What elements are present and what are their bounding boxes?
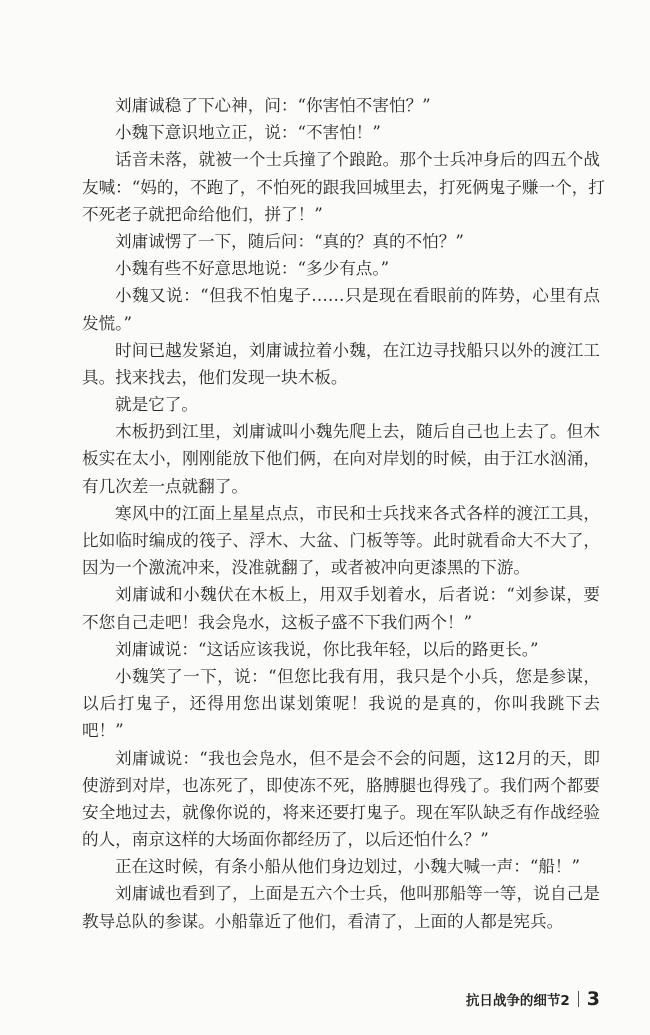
paragraph: [82, 500, 600, 582]
paragraph: [82, 119, 600, 146]
text-line: 小魏下意识地立正，说：“不害怕！”: [115, 123, 381, 143]
paragraph: [82, 146, 605, 228]
text-line: 比如临时编成的筏子、浮木、大盆、门板等等。此时就看命大不大了，: [82, 531, 600, 550]
text-line: 友喊：“妈的，不跑了，不怕死的跟我回城里去，打死俩鬼子赚一个，打: [82, 177, 605, 197]
text-line: 吧！”: [82, 721, 124, 741]
paragraph: [82, 418, 600, 500]
text-line: 就是它了。: [115, 395, 198, 415]
text-line: 教导总队的参谋。小船靠近了他们，看清了，上面的人都是宪兵。: [82, 911, 564, 931]
paragraph: [82, 663, 600, 745]
running-title: 抗日战争的细节2: [465, 993, 570, 1009]
paragraph: [82, 282, 600, 336]
paragraph: [82, 228, 600, 255]
paragraph: [82, 880, 600, 934]
text-line: 以后打鬼子，还得用您出谋划策呢！我说的是真的，你叫我跳下去: [82, 694, 600, 714]
text-line: 小魏笑了一下，说：“但您比我有用，我只是个小兵，您是参谋，: [115, 666, 600, 686]
paragraph: [82, 92, 600, 119]
text-line: 刘庸诚说：“我也会凫水，但不是会不会的问题，这12月的天，即: [115, 748, 600, 768]
text-line: 刘庸诚也看到了，上面是五六个士兵，他叫那船等一等，说自己是: [115, 884, 600, 904]
paragraph: [82, 337, 600, 391]
paragraph: [82, 636, 600, 663]
text-line: 不您自己走吧！我会凫水，这板子盛不下我们两个！”: [82, 612, 473, 632]
page-number: 3: [586, 988, 600, 1010]
text-line: 因为一个激流冲来，没准就翻了，或者被冲向更漆黑的下游。: [82, 558, 531, 578]
page-footer: [466, 988, 600, 1010]
text-line: 刘庸诚说：“这话应该我说，你比我年轻，以后的路更长。”: [115, 639, 539, 659]
paragraph: [82, 581, 600, 635]
text-line: 话音未落，就被一个士兵撞了个踉跄。那个士兵冲身后的四五个战: [115, 150, 600, 170]
paragraph: [82, 391, 600, 418]
text-line: 小魏有些不好意思地说：“多少有点。”: [115, 259, 390, 279]
text-line: 刘庸诚稳了下心神，问：“你害怕不害怕？”: [115, 96, 431, 115]
paragraph: [82, 745, 600, 854]
text-line: 具。找来找去，他们发现一块木板。: [82, 367, 348, 387]
text-line: 刘庸诚和小魏伏在木板上，用双手划着水，后者说：“刘参谋，要: [115, 585, 600, 605]
text-line: 木板扔到江里，刘庸诚叫小魏先爬上去，随后自己也上去了。但木: [115, 422, 600, 442]
paragraph: [82, 853, 600, 880]
body-text: [82, 92, 605, 935]
text-line: 板实在太小，刚刚能放下他们俩，在向对岸划的时候，由于江水汹涌，: [82, 449, 600, 469]
text-line: 的人，南京这样的大场面你都经历了，以后还怕什么？”: [82, 830, 489, 850]
text-line: 安全地过去，就像你说的，将来还要打鬼子。现在军队缺乏有作战经验: [82, 802, 600, 822]
paragraph: [82, 255, 600, 282]
text-line: 使游到对岸，也冻死了，即使冻不死，胳膊腿也得残了。我们两个都要: [82, 775, 600, 795]
footer-divider: [578, 991, 579, 1007]
text-line: 有几次差一点就翻了。: [82, 476, 248, 496]
text-line: 不死老子就把命给他们，拼了！”: [82, 204, 323, 224]
text-line: 发慌。”: [82, 313, 132, 333]
text-line: 正在这时候，有条小船从他们身边划过，小魏大喊一声：“船！”: [115, 857, 580, 877]
text-line: 刘庸诚愣了一下，随后问：“真的？真的不怕？”: [115, 231, 464, 251]
text-line: 寒风中的江面上星星点点，市民和士兵找来各式各样的渡江工具，: [115, 503, 600, 523]
text-line: 时间已越发紧迫，刘庸诚拉着小魏，在江边寻找船只以外的渡江工: [115, 340, 600, 360]
text-line: 小魏又说：“但我不怕鬼子……只是现在看眼前的阵势，心里有点: [115, 286, 600, 306]
